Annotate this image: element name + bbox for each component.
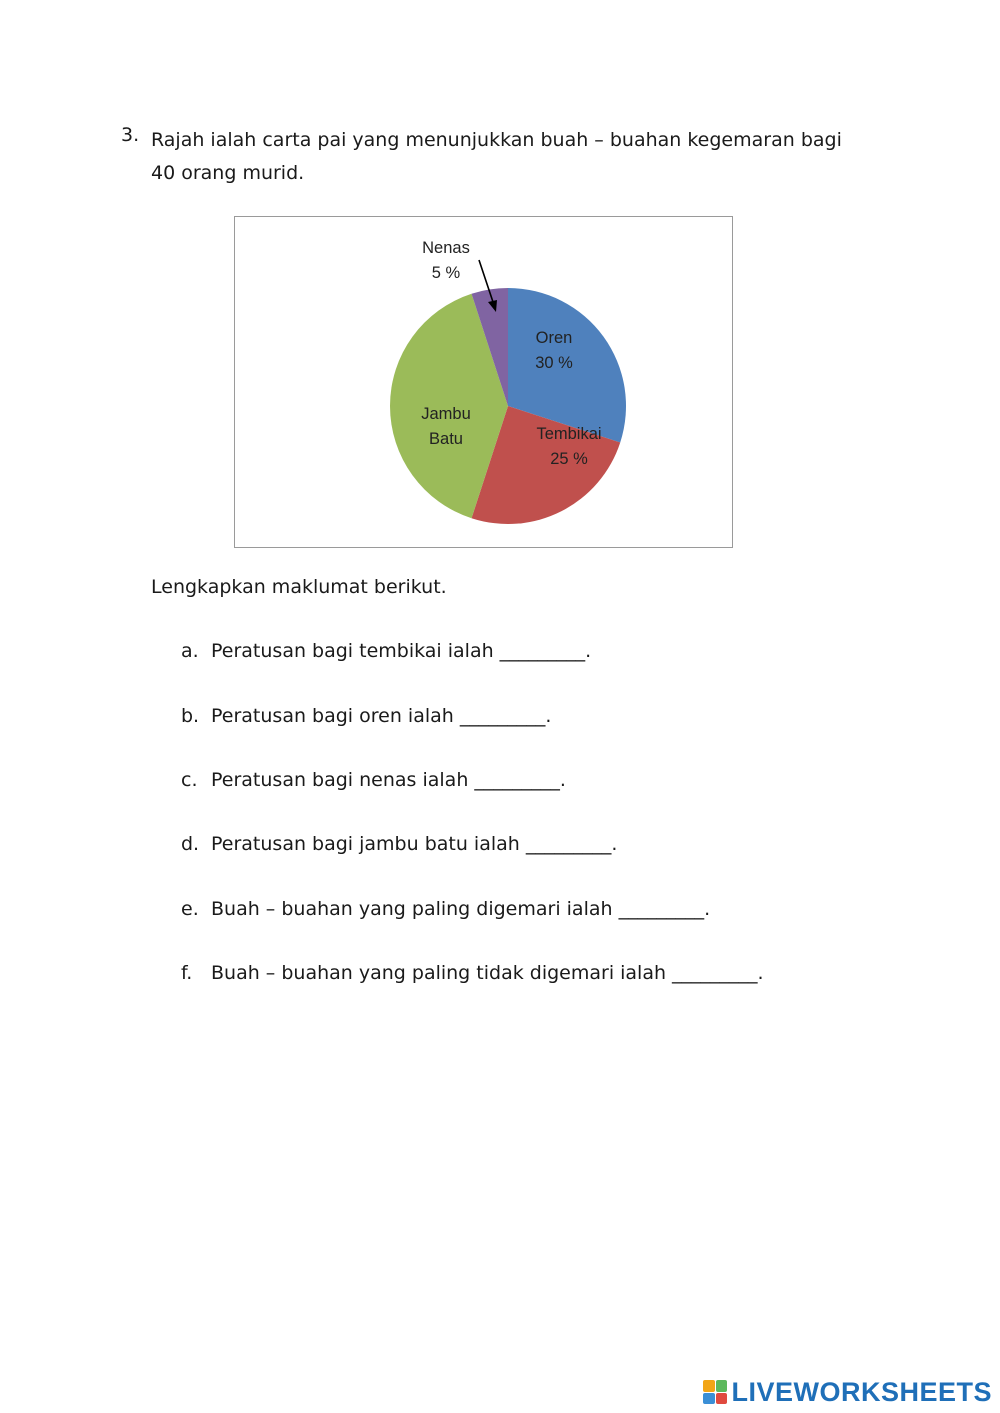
item-text: Peratusan bagi jambu batu ialah _________. xyxy=(211,833,618,855)
list-item xyxy=(181,705,551,727)
item-letter: d. xyxy=(181,833,200,855)
list-item xyxy=(181,962,764,984)
list-item xyxy=(181,640,591,662)
brand-watermark xyxy=(703,1375,992,1409)
item-letter: a. xyxy=(181,640,199,662)
slice-label: 25 % xyxy=(550,450,588,468)
item-text: Peratusan bagi nenas ialah _________. xyxy=(211,769,566,791)
question-number: 3. xyxy=(121,124,140,146)
question-text: Rajah ialah carta pai yang menunjukkan buah – buahan kegemaran bagi 40 orang murid. xyxy=(151,129,842,184)
slice-label: 5 % xyxy=(431,264,461,282)
slice-label: 30 % xyxy=(535,354,573,372)
item-text: Peratusan bagi tembikai ialah _________. xyxy=(211,640,592,662)
slice-label: Batu xyxy=(429,430,463,448)
item-text: Buah – buahan yang paling digemari ialah _________. xyxy=(211,898,711,920)
item-text: Peratusan bagi oren ialah _________. xyxy=(211,705,552,727)
brand-name: LIVEWORKSHEETS xyxy=(731,1376,992,1407)
list-item xyxy=(181,898,710,920)
list-item xyxy=(181,833,617,855)
slice-label: Jambu xyxy=(421,405,471,423)
pie-chart xyxy=(235,217,732,547)
brand-logo-icon xyxy=(703,1380,727,1404)
item-letter: b. xyxy=(181,705,200,727)
pie-chart-frame xyxy=(234,216,733,548)
slice-label: Nenas xyxy=(422,239,470,257)
slice-label: Tembikai xyxy=(536,425,602,443)
item-letter: e. xyxy=(181,898,199,920)
item-letter: c. xyxy=(181,769,198,791)
list-item xyxy=(181,769,566,791)
item-letter: f. xyxy=(181,962,193,984)
item-text: Buah – buahan yang paling tidak digemari ialah _________. xyxy=(211,962,764,984)
instruction-text: Lengkapkan maklumat berikut. xyxy=(151,576,447,598)
slice-label: Oren xyxy=(535,329,573,347)
